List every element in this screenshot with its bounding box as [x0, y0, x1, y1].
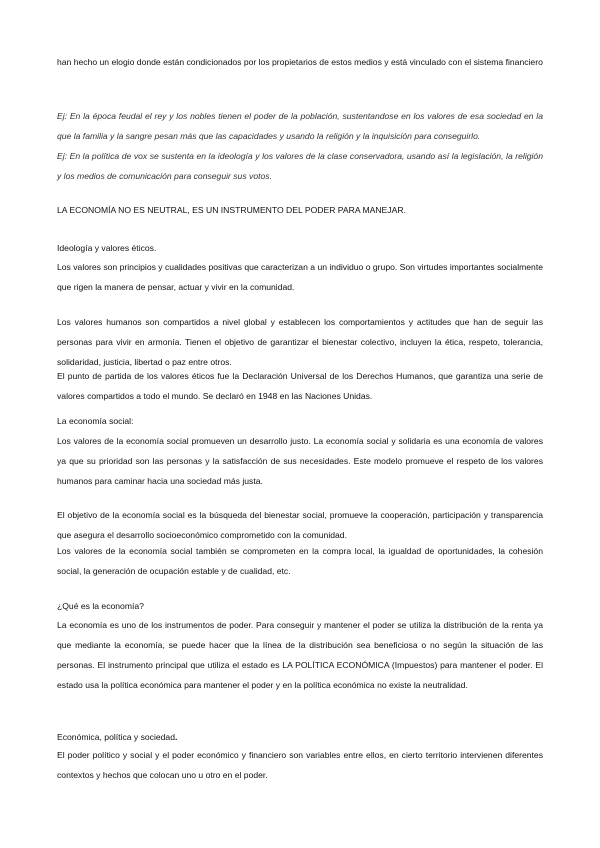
ideology-paragraph-2: Los valores humanos son compartidos a nivel global y establecen los comportamientos y actitudes que han de seguir las personas para vivir en armonía. Tienen el objetivo de garantizar el bienestar colectivo, incluyen la ética, respeto, tolerancia, solidaridad, justicia, libertad o paz entre otros.: [57, 317, 543, 367]
social-economy-paragraph-1: Los valores de la economía social promueven un desarrollo justo. La economía social y solidaria es una economía de valores ya que su prioridad son las personas y la satisfacción de sus necesidades. Este modelo promueve el respeto de los valores humanos para caminar hacia una sociedad más justa.: [57, 436, 543, 486]
what-is-economy-heading: ¿Qué es la economía?: [57, 601, 144, 611]
ideology-paragraph-3: El punto de partida de los valores éticos fue la Declaración Universal de los Derechos Humanos, que garantiza una serie de valores compartidos a todo el mundo. Se declaró en 1948 en las Naciones Unidas.: [57, 371, 543, 401]
politics-society-heading-text: Económica, política y sociedad: [57, 732, 175, 742]
example-feudal: Ej: En la época feudal el rey y los nobles tienen el poder de la población, sustentandose en los valores de esa sociedad en la que la familia y la sangre pesan más que las capacidades y usando la religión y la inquisición para conseguirlo.: [57, 111, 543, 141]
example-vox: Ej: En la política de vox se sustenta en la ideología y los valores de la clase conservadora, usando así la legislación, la religión y los medios de comunicación para conseguir sus votos.: [57, 151, 543, 181]
social-economy-heading: La economía social:: [57, 416, 134, 426]
politics-society-heading: [57, 727, 543, 747]
intro-paragraph: han hecho un elogio donde están condicionados por los propietarios de estos medios y está vinculado con el sistema financiero: [57, 57, 543, 67]
what-is-economy-paragraph: La economía es uno de los instrumentos de poder. Para conseguir y mantener el poder se utiliza la distribución de la renta ya que mediante la economía, se puede hacer que la línea de la distribución sea beneficiosa o no según la situación de las personas. El instrumento principal que utiliza el estado es LA POLÍTICA ECONÓMICA (Impuestos) para mantener el poder. El estado usa la política económica para mantener el poder y en la política económica no existe la neutralidad.: [57, 620, 543, 690]
social-economy-paragraph-2: El objetivo de la economía social es la búsqueda del bienestar social, promueve la cooperación, participación y transparencia que asegura el desarrollo socioeconómico comprometido con la comunidad.: [57, 510, 543, 540]
politics-society-heading-dot: .: [175, 732, 178, 742]
ideology-paragraph-1: Los valores son principios y cualidades positivas que caracterizan a un individuo o grupo. Son virtudes importantes socialmente que rigen la manera de pensar, actuar y vivir en la comunidad.: [57, 262, 543, 292]
politics-society-paragraph: El poder político y social y el poder económico y financiero son variables entre ellos, en cierto territorio intervienen diferentes contextos y hechos que colocan uno u otro en el poder.: [57, 750, 543, 780]
economy-not-neutral-title: LA ECONOMÍA NO ES NEUTRAL, ES UN INSTRUMENTO DEL PODER PARA MANEJAR.: [57, 205, 406, 215]
social-economy-paragraph-3: Los valores de la economía social también se comprometen en la compra local, la igualdad de oportunidades, la cohesión social, la generación de ocupación estable y de cualidad, etc.: [57, 546, 543, 576]
ideology-heading: Ideología y valores éticos.: [57, 243, 157, 253]
